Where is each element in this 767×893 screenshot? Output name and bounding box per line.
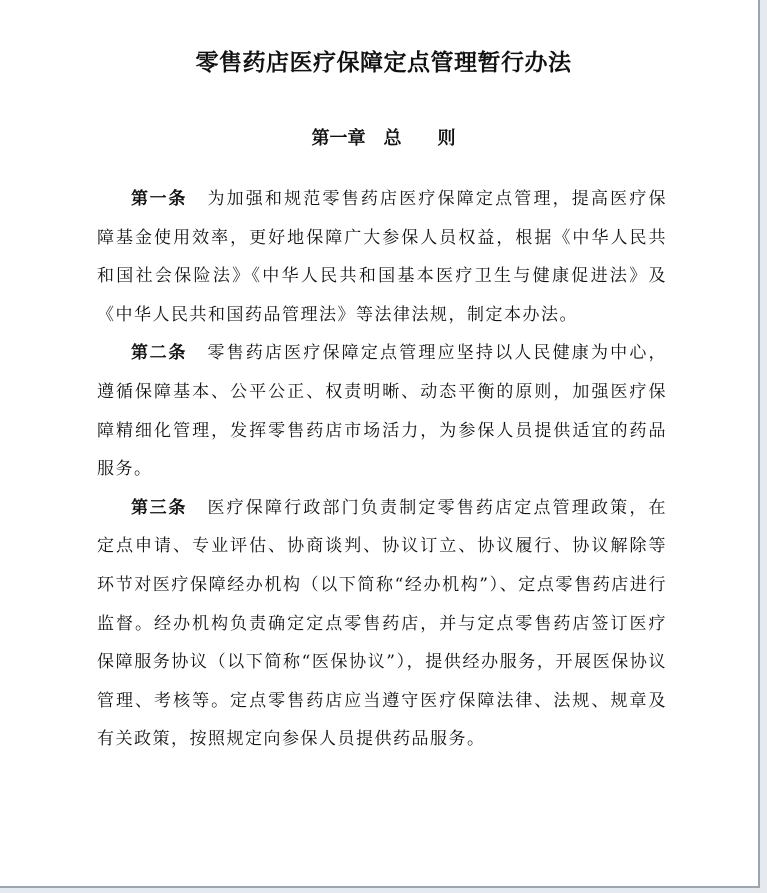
article-text: 零售药店医疗保障定点管理应坚持以人民健康为中心，遵循保障基本、公平公正、权责明晰、动态平衡的原则，加强医疗保障精细化管理，发挥零售药店市场活力，为参保人员提供适宜的药品服务。 [97,343,668,480]
document-body [97,180,667,759]
article-2 [97,334,667,488]
article-text: 医疗保障行政部门负责制定零售药店定点管理政策，在定点申请、专业评估、协商谈判、协议订立、协议履行、协议解除等环节对医疗保障经办机构（以下简称“经办机构”）、定点零售药店进行监督。经办机构负责确定定点零售药店，并与定点零售药店签订医疗保障服务协议（以下简称“医保协议”），提供经办服务，开展医保协议管理、考核等。定点零售药店应当遵守医疗保障法律、法规、规章及有关政策，按照规定向参保人员提供药品服务。 [97,497,668,750]
article-label: 第三条 [131,497,188,518]
article-text: 为加强和规范零售药店医疗保障定点管理，提高医疗保障基金使用效率，更好地保障广大参保人员权益，根据《中华人民共和国社会保险法》《中华人民共和国基本医疗卫生与健康促进法》及《中华人民共和国药品管理法》等法律法规，制定本办法。 [97,189,668,325]
article-label: 第一条 [131,189,188,209]
chapter-heading: 第一章 总 则 [311,128,456,149]
article-1 [97,180,667,334]
article-3 [97,489,667,759]
article-label: 第二条 [131,343,188,364]
page-shadow-bottom [0,888,767,893]
document-title: 零售药店医疗保障定点管理暂行办法 [195,50,572,76]
